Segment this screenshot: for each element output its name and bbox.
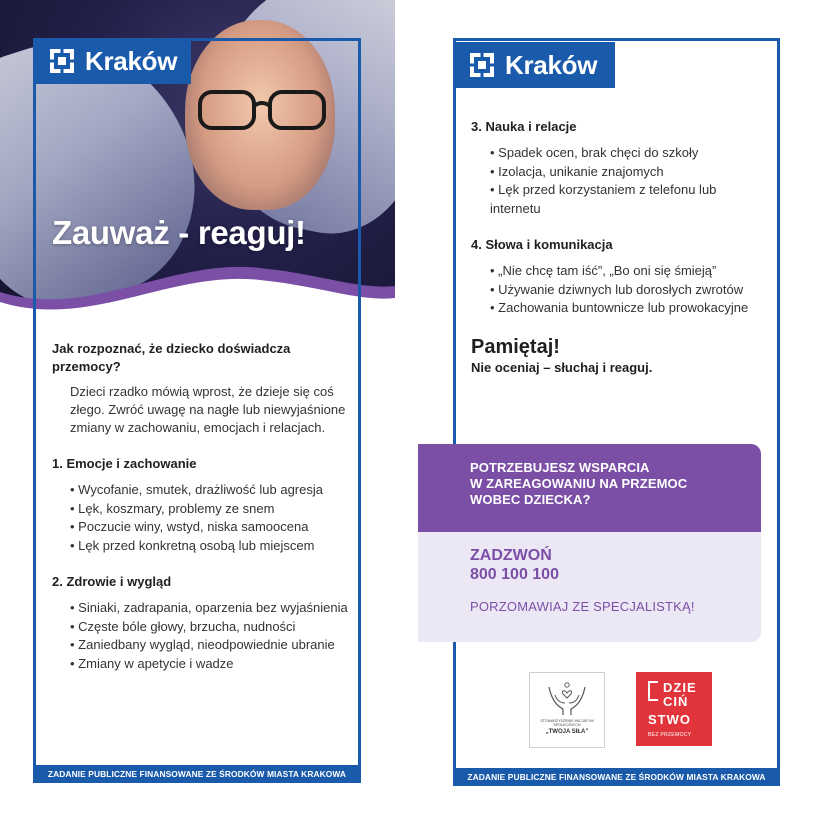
callout-line: W ZAREAGOWANIU NA PRZEMOC: [470, 476, 688, 491]
funding-footer: ZADANIE PUBLICZNE FINANSOWANE ZE ŚRODKÓW MIASTA KRAKOWA: [453, 768, 780, 786]
section-heading: 3. Nauka i relacje: [471, 119, 577, 134]
remember-title: Pamiętaj!: [471, 335, 560, 358]
callout-question: [418, 444, 761, 532]
talk-to-specialist: PORZOMAWIAJ ZE SPECJALISTKĄ!: [470, 599, 695, 614]
krakow-logo: [453, 42, 615, 88]
bullet-list: [471, 144, 761, 218]
partner-logo-dziecinstwo: [636, 672, 712, 746]
hands-heart-icon: [545, 679, 589, 717]
callout-line: WOBEC DZIECKA?: [470, 492, 591, 507]
logo-text: Kraków: [85, 45, 178, 76]
remember-text: Nie oceniaj – słuchaj i reaguj.: [471, 359, 653, 375]
list-item: • Częste bóle głowy, brzucha, nudności: [52, 618, 352, 637]
intro-paragraph: Dzieci rzadko mówią wprost, że dzieje się coś złego. Zwróć uwagę na nagłe lub niewyjaśnione zmiany w zachowaniu, emocjach i relacjach.: [70, 384, 346, 435]
callout-contact: [418, 532, 761, 642]
hero-title: Zauważ - reaguj!: [52, 214, 306, 251]
phone-number[interactable]: 800 100 100: [470, 566, 559, 583]
logo-subtitle: BEZ PRZEMOCY: [648, 732, 692, 738]
callout-line: POTRZEBUJESZ WSPARCIA: [470, 460, 650, 475]
left-content: [52, 340, 352, 673]
bullet-list: [52, 599, 352, 673]
right-content: [471, 118, 761, 375]
bullet-list: [471, 262, 761, 318]
logo-word: STWO: [648, 712, 691, 727]
section-heading: 1. Emocje i zachowanie: [52, 456, 197, 471]
section-heading: 2. Zdrowie i wygląd: [52, 574, 172, 589]
list-item: • Lęk przed korzystaniem z telefonu lub internetu: [471, 181, 761, 218]
logo-word: CIŃ: [663, 694, 689, 709]
list-item: • Używanie dziwnych lub dorosłych zwrotów: [471, 281, 761, 300]
list-item: • Siniaki, zadrapania, oparzenia bez wyjaśnienia: [52, 599, 352, 618]
call-label: ZADZWOŃ: [470, 547, 552, 564]
bullet-list: [52, 481, 352, 555]
list-item: • Lęk przed konkretną osobą lub miejscem: [52, 537, 352, 556]
krakow-logo-icon: [469, 52, 495, 78]
question-heading: Jak rozpoznać, że dziecko doświadcza przemocy?: [52, 341, 291, 374]
left-leaflet-panel: [0, 0, 395, 818]
section-heading: 4. Słowa i komunikacja: [471, 237, 613, 252]
list-item: • Zmiany w apetycie i wadze: [52, 655, 352, 674]
partner-small-text: STOWARZYSZENIE INICJATYW SPOŁECZNYCH: [540, 719, 594, 728]
list-item: • Wycofanie, smutek, drażliwość lub agresja: [52, 481, 352, 500]
list-item: • Lęk, koszmary, problemy ze snem: [52, 500, 352, 519]
logo-word: DZIE: [663, 680, 697, 695]
krakow-logo-icon: [49, 48, 75, 74]
list-item: • Spadek ocen, brak chęci do szkoły: [471, 144, 761, 163]
list-item: • Zaniedbany wygląd, nieodpowiednie ubranie: [52, 636, 352, 655]
funding-footer: ZADANIE PUBLICZNE FINANSOWANE ZE ŚRODKÓW MIASTA KRAKOWA: [33, 765, 361, 783]
logo-text: Kraków: [505, 49, 598, 80]
bracket-icon: [646, 680, 660, 702]
list-item: • Izolacja, unikanie znajomych: [471, 163, 761, 182]
list-item: • Poczucie winy, wstyd, niska samoocena: [52, 518, 352, 537]
list-item: • „Nie chcę tam iść”, „Bo oni się śmieją”: [471, 262, 761, 281]
krakow-logo: [33, 38, 191, 84]
partner-logo-twoja-sila: [529, 672, 605, 748]
partner-name: „TWOJA SIŁA”: [545, 728, 589, 735]
list-item: • Zachowania buntownicze lub prowokacyjne: [471, 299, 761, 318]
support-callout: [418, 444, 761, 642]
